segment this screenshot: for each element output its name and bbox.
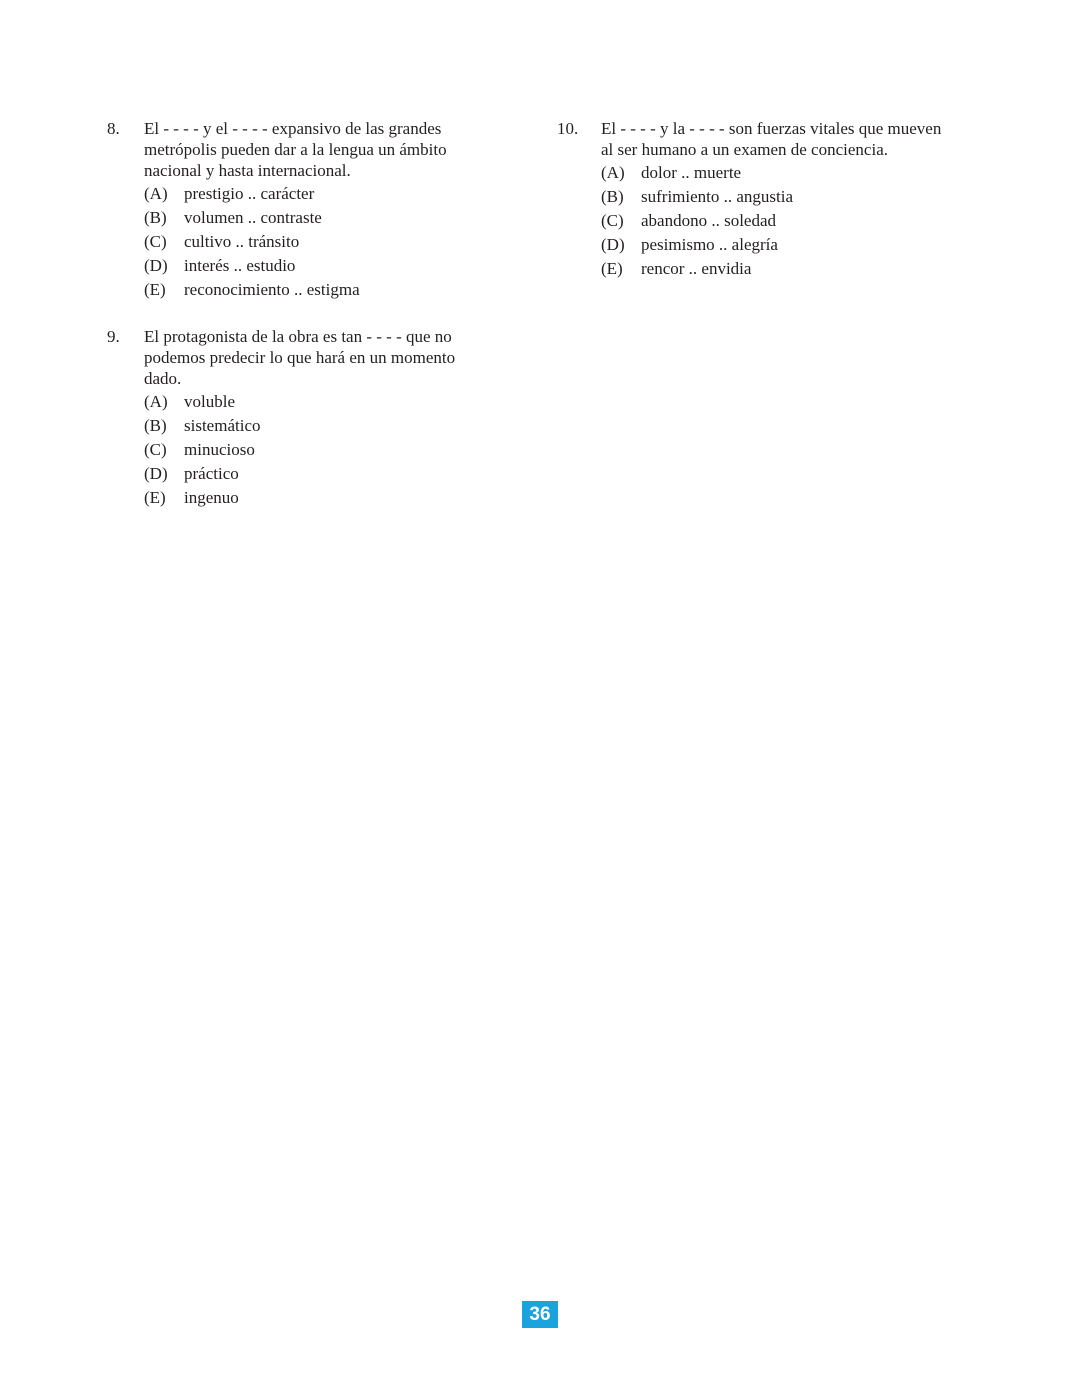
option-letter: (C) (144, 440, 167, 459)
option-text: pesimismo .. alegría (641, 235, 778, 254)
question-stem: El - - - - y el - - - - expansivo de las grandes metrópolis pueden dar a la lengua un ámbito nacional y hasta internacional. (144, 119, 447, 180)
option-text: rencor .. envidia (641, 259, 752, 278)
option-text: cultivo .. tránsito (184, 232, 300, 251)
question-stem: El - - - - y la - - - - son fuerzas vitales que mueven al ser humano a un examen de conciencia. (601, 119, 942, 159)
option-letter: (C) (601, 211, 624, 230)
option-letter: (D) (144, 256, 168, 275)
option-text: reconocimiento .. estigma (184, 280, 360, 299)
option-text: sistemático (184, 416, 261, 435)
option-text: ingenuo (184, 488, 239, 507)
question-number: 9. (107, 327, 120, 346)
option-letter: (B) (144, 208, 167, 227)
option-letter: (B) (144, 416, 167, 435)
question-stem: El protagonista de la obra es tan - - - - que no podemos predecir lo que hará en un momento dado. (144, 327, 456, 388)
option-letter: (E) (144, 488, 166, 507)
option-text: interés .. estudio (184, 256, 296, 275)
option-text: minucioso (184, 440, 255, 459)
page-number-badge: 36 (522, 1301, 558, 1328)
question-number: 10. (557, 119, 579, 138)
option-text: práctico (184, 464, 239, 483)
option-letter: (D) (601, 235, 625, 254)
option-text: volumen .. contraste (184, 208, 322, 227)
option-letter: (E) (601, 259, 623, 278)
option-text: voluble (184, 392, 235, 411)
option-text: prestigio .. carácter (184, 184, 315, 203)
option-letter: (D) (144, 464, 168, 483)
option-letter: (A) (601, 163, 625, 182)
option-letter: (B) (601, 187, 624, 206)
question-number: 8. (107, 119, 120, 138)
option-letter: (A) (144, 392, 168, 411)
option-letter: (C) (144, 232, 167, 251)
option-text: sufrimiento .. angustia (641, 187, 794, 206)
option-letter: (A) (144, 184, 168, 203)
option-text: abandono .. soledad (641, 211, 777, 230)
option-letter: (E) (144, 280, 166, 299)
option-text: dolor .. muerte (641, 163, 742, 182)
